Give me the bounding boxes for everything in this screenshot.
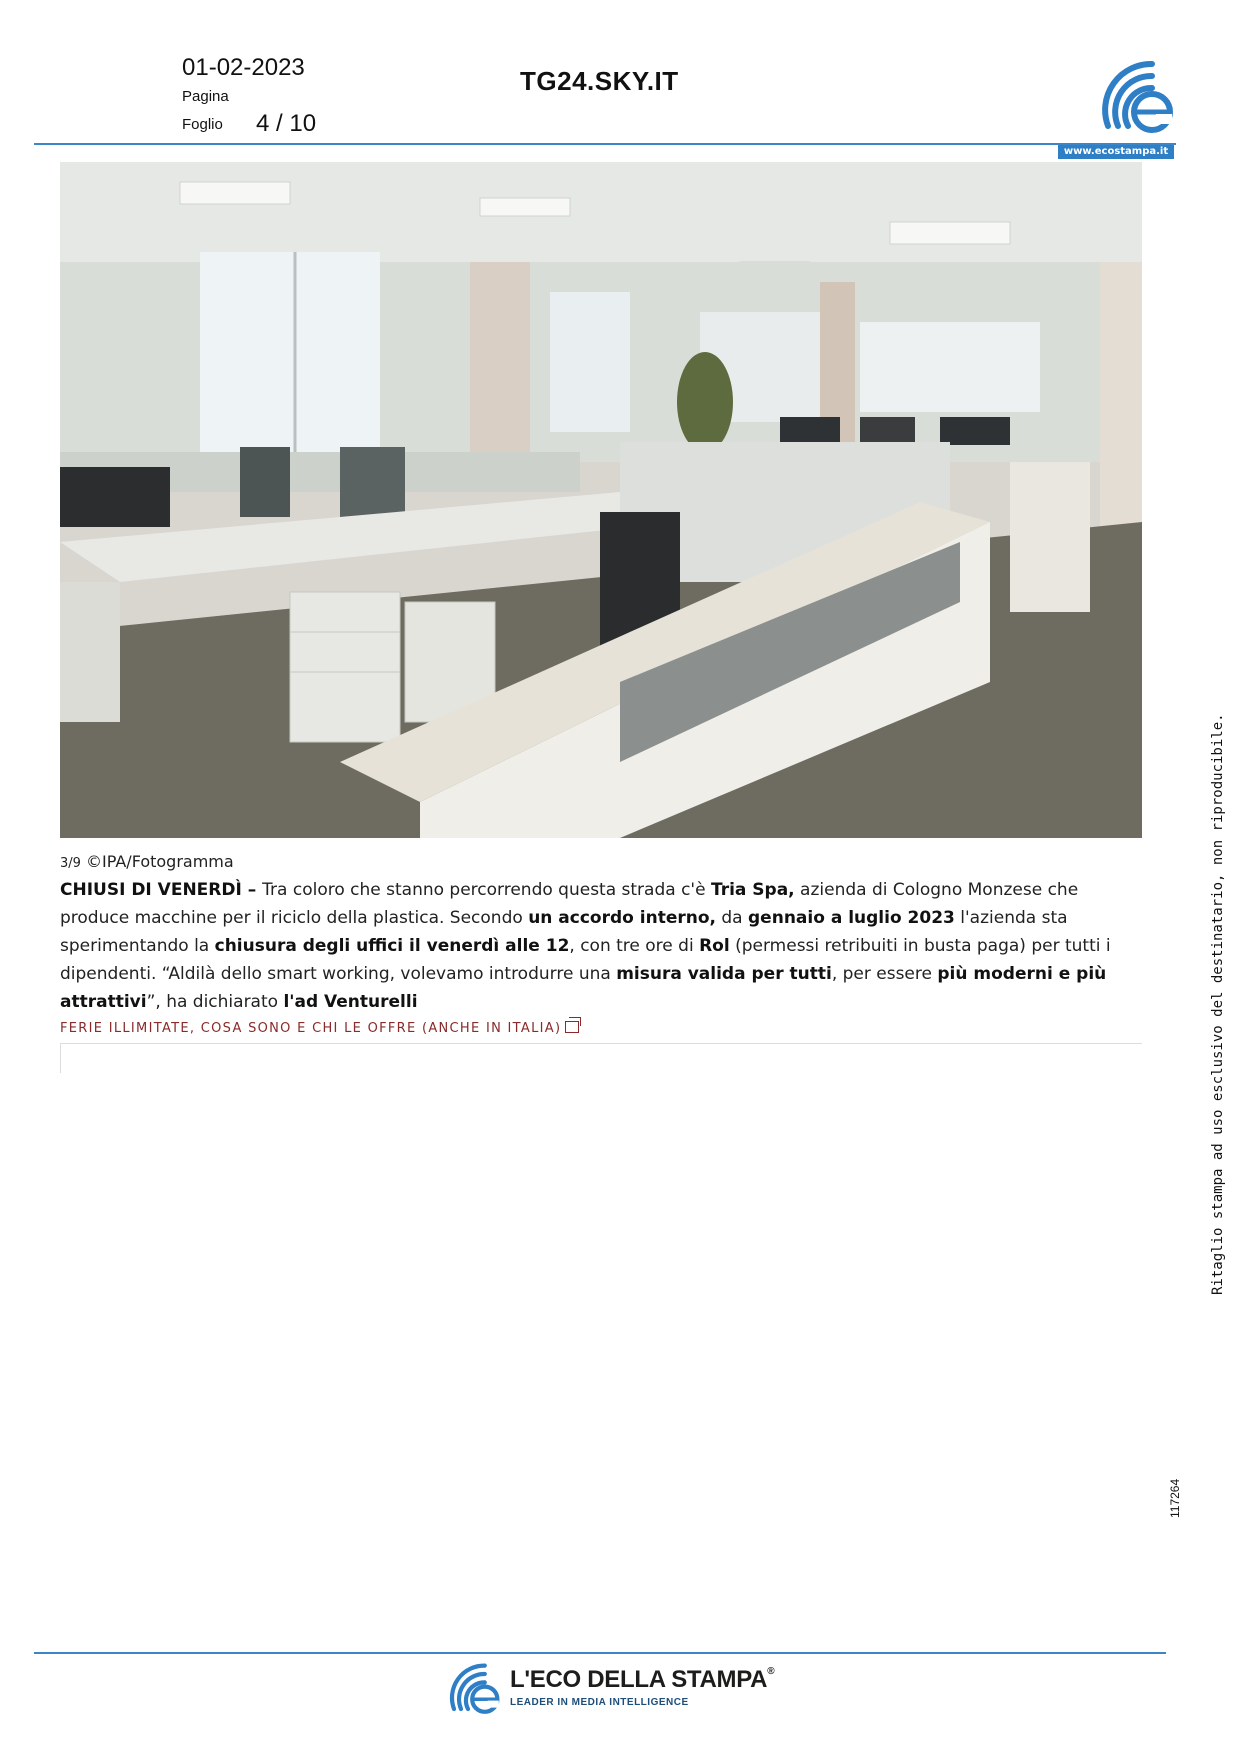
body-text-bold: Rol [699,936,730,956]
page-number: 4 / 10 [256,110,317,137]
external-window-icon [565,1021,579,1033]
body-text: azienda di Cologno Monzese che produce macchine per il riciclo della plastica. Secondo [60,880,1079,928]
pagina-label: Pagina [182,88,229,105]
eco-della-stampa-logo-icon [448,1660,502,1716]
footer-rule [34,1652,1166,1654]
source-title: TG24.SKY.IT [520,66,679,96]
body-text: , con tre ore di [569,936,700,956]
header-rule [34,143,1176,145]
body-text-bold: gennaio a luglio 2023 [748,908,955,928]
ecostampa-e-icon [1100,56,1176,136]
body-text: , per essere [831,964,938,984]
footer-brand-text: L'ECO DELLA STAMPA [510,1666,768,1693]
body-text: ”, ha dichiarato [146,992,284,1012]
body-text-bold: Tria Spa, [710,880,795,900]
body-text-bold: CHIUSI DI VENERDÌ – [60,880,263,900]
body-text: Tra coloro che stanno percorrendo questa strada c'è [262,880,711,900]
photo-caption [60,852,234,871]
body-text-bold: l'ad Venturelli [283,992,418,1012]
ecostampa-url-badge: www.ecostampa.it [1058,145,1174,159]
body-text-bold: più moderni e più attrattivi [60,964,1107,1012]
office-photo-illustration [60,162,1142,838]
content-divider-tick [60,1043,61,1073]
related-article-label[interactable]: FERIE ILLIMITATE, COSA SONO E CHI LE OFFRE (ANCHE IN ITALIA) [60,1021,562,1036]
caption-index: 3/9 [60,856,81,871]
body-text-bold: chiusura degli uffici il venerdì alle 12 [214,936,570,956]
caption-credit: ©IPA/Fotogramma [86,852,234,871]
registered-mark: ® [767,1666,775,1677]
clipping-code: 117264 [1168,1478,1182,1518]
content-divider [60,1043,1142,1044]
footer-tagline: LEADER IN MEDIA INTELLIGENCE [510,1697,689,1708]
article-body [60,876,1150,1016]
office-open-space-photo [60,162,1142,838]
related-article-link[interactable] [60,1020,579,1036]
footer-brand [510,1666,774,1694]
body-text: (permessi retribuiti in busta paga) per tutti i dipendenti. “Aldilà dello smart working, volevamo introdurre una [60,936,1111,984]
body-text-bold: un accordo interno, [528,908,716,928]
foglio-label: Foglio [182,116,223,133]
body-text-bold: misura valida per tutti [616,964,832,984]
body-text: da [715,908,749,928]
body-text: l'azienda sta sperimentando la [60,908,1068,956]
copyright-notice: Ritaglio stampa ad uso esclusivo del destinatario, non riproducibile. [1210,713,1226,1295]
document-date: 01-02-2023 [182,54,305,81]
